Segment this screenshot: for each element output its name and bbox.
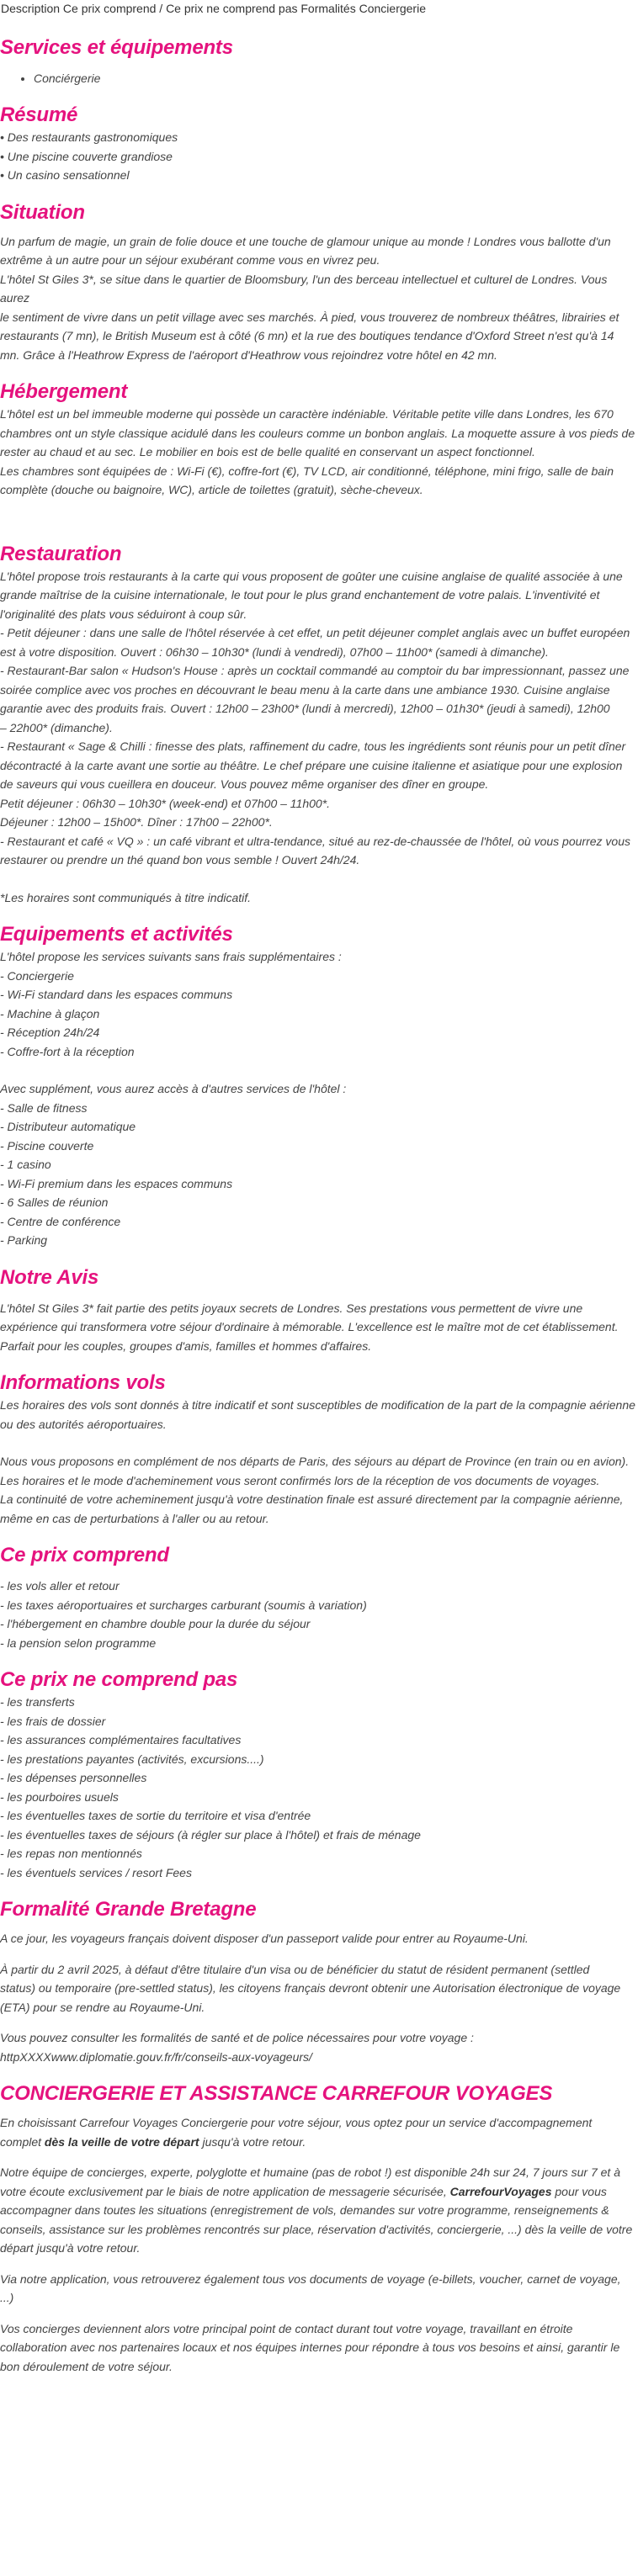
resume-item: • Des restaurants gastronomiques [0,130,178,144]
text-line: décontracté à la carte avant une sortie au théâtre. Le chef prépare une cuisine italienne et asiatique pour une explosion [0,758,623,772]
equipements-intro2: Avec supplément, vous aurez accès à d'autres services de l'hôtel : [0,1082,347,1095]
text-line: Notre équipe de concierges, experte, polyglotte et humaine (pas de robot !) est disponible 24h sur 24, 7 jours sur 7 et à [0,2165,620,2179]
diplomatie-link[interactable]: httpXXXXwww.diplomatie.gouv.fr/fr/conseils-aux-voyageurs/ [0,2049,312,2064]
list-item: - les transferts [0,1695,75,1709]
text-line: – 22h00* (dimanche). [0,720,113,734]
text-line: L'hôtel propose trois restaurants à la carte qui vous proposent de goûter une cuisine anglaise de qualité associée à une [0,569,623,583]
text-line: Déjeuner : 12h00 – 15h00*. Dîner : 17h00 – 22h00*. [0,815,273,829]
list-item: - Conciergerie [0,968,74,983]
text-line [0,2182,638,2202]
list-item: - Distributeur automatique [0,1120,136,1133]
text-line: complète (douche ou baignoire, WC), article de toilettes (gratuit), sèche-cheveux. [0,483,423,496]
text-line: est à votre disposition. Ouvert : 06h30 – 10h30* (lundi à vendredi), 07h00 – 11h00* (samedi à dimanche). [0,644,549,659]
list-item: - les assurances complémentaires facultatives [0,1733,242,1746]
text-line: A ce jour, les voyageurs français doivent disposer d'un passeport valide pour entrer au Royaume-Uni. [0,1932,529,1945]
text-line: restaurants (7 mn), le British Museum est à côté (6 mn) et la rue des boutiques tendance d'Oxford Street n'est qu'à 14 [0,329,614,342]
text-line: - Restaurant « Sage & Chilli : finesse des plats, raffinement du cadre, tous les ingrédients sont réunis pour un petit dîner [0,739,626,753]
text-line: mn. Grâce à l'Heathrow Express de l'aéroport d'Heathrow vous rejoindrez votre hôtel en 42 mn. [0,347,497,362]
text-line: Un parfum de magie, un grain de folie douce et une touche de glamour unique au monde ! Londres vous ballotte d'un [0,234,611,248]
list-item: - Wi-Fi standard dans les espaces communs [0,988,233,1001]
text-line: ou des autorités aéroportuaires. [0,1417,167,1431]
text-line: L'hôtel est un bel immeuble moderne qui possède un caractère indéniable. Véritable petite ville dans Londres, les 670 [0,407,614,421]
brand-name: CarrefourVoyages [449,2184,552,2198]
text-line: Petit déjeuner : 06h30 – 10h30* (week-end) et 07h00 – 11h00*. [0,796,331,810]
list-item: - Centre de conférence [0,1214,121,1228]
list-item: - la pension selon programme [0,1635,157,1650]
formalite-title: Formalité Grande Bretagne [0,1898,257,1921]
list-item: - les éventuelles taxes de séjours (à régler sur place à l'hôtel) et frais de ménage [0,1827,421,1842]
text-line: - Petit déjeuner : dans une salle de l'hôtel réservée à cet effet, un petit déjeuner complet anglais avec un buffet européen [0,626,630,639]
text-line: Via notre application, vous retrouverez également tous vos documents de voyage (e-billets, voucher, carnet de voyage, [0,2271,621,2286]
resume-item: • Une piscine couverte grandiose [0,149,173,163]
list-item: - Salle de fitness [0,1100,88,1115]
text-line: rester au chaud et au sec. Le mobilier en bois est de belle qualité en conservant un aspect fonctionnel. [0,445,535,458]
text-line: départ jusqu'à votre retour. [0,2241,141,2255]
situation-body [0,232,638,365]
equipements-body [0,947,638,1250]
text-line: l'originalité des plats vous séduiront à coup sûr. [0,607,247,621]
formalite-body [0,1929,638,2066]
list-item: - Coffre-fort à la réception [0,1044,135,1058]
comprend-list [0,1577,638,1652]
text-span: jusqu'à votre retour. [199,2134,306,2149]
list-item: - les dépenses personnelles [0,1771,147,1784]
services-list [0,69,638,87]
text-line: collaboration avec nos partenaires locaux et nos équipes internes pour répondre à tous vos besoins et ainsi, garantir le [0,2340,620,2354]
text-line: Parfait pour les couples, groupes d'amis, familles et hommes d'affaires. [0,1338,372,1353]
text-line: La continuité de votre acheminement jusqu'à votre destination finale est assuré directement par la compagnie aérienne, [0,1492,624,1506]
list-item: - les repas non mentionnés [0,1847,142,1860]
text-line: À partir du 2 avril 2025, à défaut d'être titulaire d'un visa ou de bénéficier du statut de résident permanent (settled [0,1962,590,1976]
list-item: - les pourboires usuels [0,1789,119,1804]
text-line: accompagner dans toutes les situations (enregistrement de vols, demandes sur votre programme, renseignements & [0,2203,609,2217]
ne-comprend-list [0,1693,638,1882]
list-item: - les prestations payantes (activités, excursions....) [0,1752,264,1766]
tab-bar[interactable]: Description Ce prix comprend / Ce prix ne comprend pas Formalités Conciergerie [1,2,426,15]
text-line: le sentiment de vivre dans un petit village avec ses marchés. À pied, vous trouverez de nombreux théâtres, librairies et [0,310,619,324]
avis-body [0,1299,638,1356]
restauration-body [0,567,638,908]
text-line: - Restaurant-Bar salon « Hudson's House : après un cocktail commandé au comptoir du bar impressionnant, passez une [0,664,630,677]
conciergerie-title: CONCIERGERIE ET ASSISTANCE CARREFOUR VOYAGES [0,2082,553,2105]
text-line: Les horaires et le mode d'acheminement vous seront confirmés lors de la réception de vos documents de voyages. [0,1473,600,1487]
text-line: (ETA) pour se rendre au Royaume-Uni. [0,2000,205,2014]
text-line: expérience qui transformera votre séjour d'ordinaire à mémorable. L'excellence est le maître mot de cet établissement. [0,1320,619,1333]
text-line: Vous pouvez consulter les formalités de santé et de police nécessaires pour votre voyage : [0,2031,474,2044]
text-line: L'hôtel St Giles 3* fait partie des petits joyaux secrets de Londres. Ses prestations vous permettent de vivre une [0,1301,583,1315]
list-item: - les éventuels services / resort Fees [0,1865,192,1879]
hebergement-body [0,405,638,500]
resume-item: • Un casino sensationnel [0,168,130,182]
list-item: - Wi-Fi premium dans les espaces communs [0,1176,233,1190]
list-item: - 6 Salles de réunion [0,1195,109,1209]
list-item: - Machine à glaçon [0,1006,100,1020]
text-line: ...) [0,2291,14,2304]
text-line: bon déroulement de votre séjour. [0,2359,173,2373]
text-span: votre écoute exclusivement par le biais de notre application de messagerie sécurisée, [0,2184,450,2198]
list-item: - 1 casino [0,1158,51,1171]
list-item: - les éventuelles taxes de sortie du territoire et visa d'entrée [0,1809,311,1822]
text-line: chambres ont un style classique acidulé dans les couleurs comme un bonbon anglais. La moquette assure à vos pieds de [0,426,635,440]
bold-text: dès la veille de votre départ [44,2134,199,2149]
list-item: - l'hébergement en chambre double pour la durée du séjour [0,1617,311,1630]
resume-body [0,128,638,185]
text-line: Nous vous proposons en complément de nos départs de Paris, des séjours au départ de Province (en train ou en avion). [0,1455,630,1468]
text-line: de saveurs qui vous cueillera en douceur. Vous pouvez même organiser des dîner en groupe. [0,777,489,791]
text-line: Les horaires des vols sont donnés à titre indicatif et sont susceptibles de modification de la part de la compagnie aérienne [0,1398,635,1412]
vols-body [0,1396,638,1528]
comprend-title: Ce prix comprend [0,1544,169,1566]
list-item: - les taxes aéroportuaires et surcharges carburant (soumis à variation) [0,1598,367,1612]
services-title: Services et équipements [0,36,233,59]
equipements-title: Equipements et activités [0,923,233,946]
text-line: grande maîtrise de la cuisine internationale, le tout pour le plus grand enchantement de votre palais. L'inventivité et [0,588,600,602]
text-line: En choisissant Carrefour Voyages Conciergerie pour votre séjour, vous optez pour un service d'accompagnement [0,2116,593,2129]
list-item: - Parking [0,1233,48,1247]
text-line [0,2133,638,2152]
services-item: • Conciérgerie [34,69,638,87]
text-line: même en cas de perturbations à l'aller ou au retour. [0,1511,269,1525]
situation-title: Situation [0,200,85,224]
text-span: pour vous [551,2184,607,2198]
equipements-intro: L'hôtel propose les services suivants sans frais supplémentaires : [0,950,342,963]
text-line: Les chambres sont équipées de : Wi-Fi (€), coffre-fort (€), TV LCD, air conditionné, téléphone, mini frigo, salle de bain [0,464,614,478]
hebergement-title: Hébergement [0,380,128,403]
text-line: status) ou temporaire (pre-settled status), les citoyens français devront obtenir une Autorisation électronique de voyage [0,1981,621,1995]
text-line: Vos concierges deviennent alors votre principal point de contact durant tout votre voyage, travaillant en étroite [0,2321,573,2335]
text-line: - Restaurant et café « VQ » : un café vibrant et ultra-tendance, situé au rez-de-chaussée de l'hôtel, où vous pourrez vous [0,834,630,848]
avis-title: Notre Avis [0,1265,99,1289]
text-line: garantie avec des produits frais. Ouvert : 12h00 – 23h00* (lundi à mercredi), 12h00 – 01h30* (jeudi à samedi), 12h00 [0,702,610,715]
list-item: - les vols aller et retour [0,1579,120,1593]
text-line: L'hôtel St Giles 3*, se situe dans le quartier de Bloomsbury, l'un des berceau intellectuel et culturel de Londres. Vous aurez [0,272,608,305]
restauration-note: *Les horaires sont communiqués à titre indicatif. [0,890,252,904]
vols-title: Informations vols [0,1371,166,1394]
text-line: soirée complice avec vos proches en découvrant le beau menu à la carte dans une ambiance 1930. Cuisine anglaise [0,682,610,697]
list-item: - Piscine couverte [0,1138,94,1153]
text-line: extrême à un autre pour un séjour exubérant comme vous en vivrez peu. [0,253,380,267]
conciergerie-body [0,2113,638,2376]
list-item: - les frais de dossier [0,1714,106,1728]
list-item: - Réception 24h/24 [0,1026,100,1039]
text-line: conseils, assistance sur les problèmes rencontrés sur place, réservation d'activités, conciergerie, ...) dès la veille de votre [0,2222,633,2236]
resume-title: Résumé [0,103,78,126]
text-line: restaurer ou prendre un thé quand bon vous semble ! Ouvert 24h/24. [0,853,360,867]
text-span: complet [0,2134,45,2149]
ne-comprend-title: Ce prix ne comprend pas [0,1668,238,1691]
restauration-title: Restauration [0,542,122,565]
